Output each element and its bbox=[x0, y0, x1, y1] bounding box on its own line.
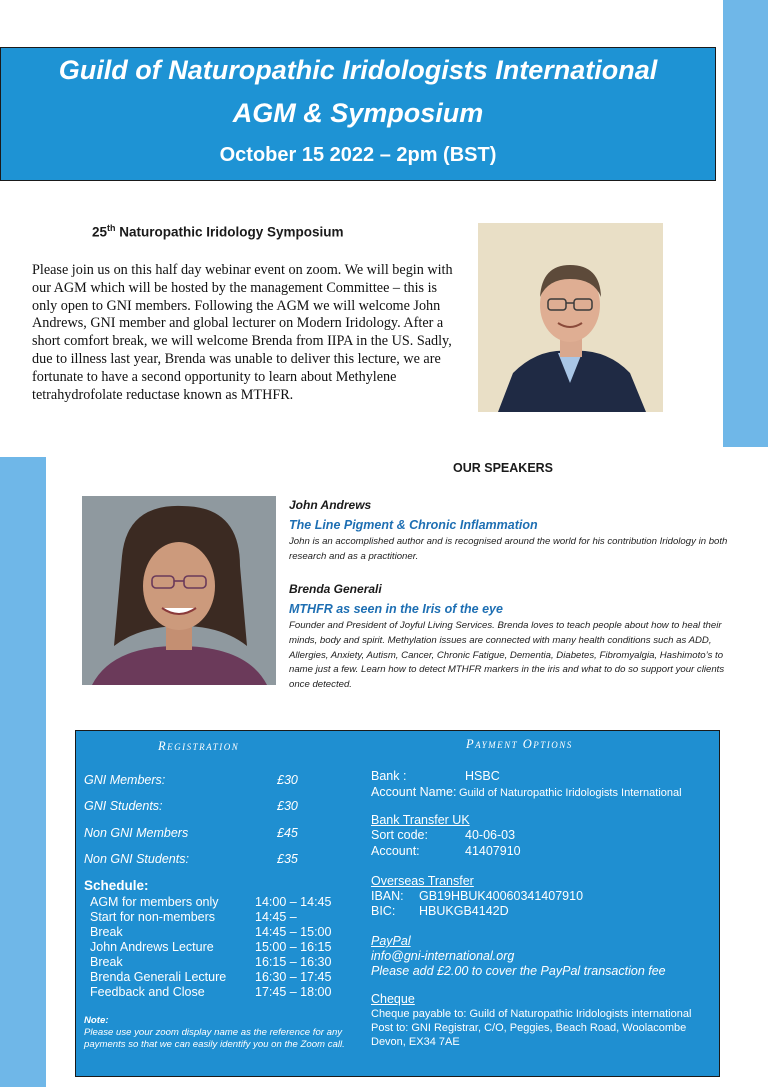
schedule-label: AGM for members only bbox=[90, 895, 219, 909]
registration-payment-box bbox=[75, 730, 720, 1077]
schedule-label: Feedback and Close bbox=[90, 985, 205, 999]
paypal-fee-note: Please add £2.00 to cover the PayPal transaction fee bbox=[371, 964, 666, 978]
note-text: Please use your zoom display name as the reference for any payments so that we can easily identify you on the Zoom call. bbox=[84, 1027, 345, 1050]
schedule-row bbox=[90, 985, 332, 999]
bic-row bbox=[371, 904, 509, 918]
registration-heading: Registration bbox=[158, 739, 240, 753]
account-number-label: Account: bbox=[371, 844, 420, 858]
bank-row bbox=[371, 769, 500, 783]
schedule-label: Brenda Generali Lecture bbox=[90, 970, 227, 984]
speaker-john-andrews bbox=[289, 498, 729, 565]
registration-row bbox=[84, 852, 298, 866]
schedule-row bbox=[90, 910, 297, 924]
registration-price: £30 bbox=[277, 799, 298, 813]
schedule-label: Start for non-members bbox=[90, 910, 216, 924]
speaker-talk-title: The Line Pigment & Chronic Inflammation bbox=[289, 518, 538, 532]
bic-label: BIC: bbox=[371, 904, 396, 918]
registration-label: Non GNI Students: bbox=[84, 852, 189, 866]
schedule-time: 16:30 – 17:45 bbox=[255, 970, 332, 984]
iban-value: GB19HBUK40060341407910 bbox=[419, 889, 584, 903]
bic-value: HBUKGB4142D bbox=[419, 904, 509, 918]
speakers-heading: OUR SPEAKERS bbox=[453, 461, 554, 475]
payment-note bbox=[84, 1015, 366, 1051]
iban-label: IBAN: bbox=[371, 889, 404, 903]
speaker-name: Brenda Generali bbox=[289, 582, 382, 596]
registration-price: £45 bbox=[277, 826, 298, 840]
registration-row bbox=[84, 826, 298, 840]
speaker-talk-title: MTHFR as seen in the Iris of the eye bbox=[289, 602, 503, 616]
decorative-side-bar-right bbox=[723, 0, 768, 447]
cheque-address-line2: Devon, EX34 7AE bbox=[371, 1036, 460, 1048]
schedule-row bbox=[90, 925, 332, 939]
schedule-time: 14:00 – 14:45 bbox=[255, 895, 332, 909]
paypal-heading: PayPal bbox=[371, 934, 411, 948]
schedule-label: John Andrews Lecture bbox=[90, 940, 214, 954]
schedule-heading: Schedule: bbox=[84, 878, 149, 893]
schedule-time: 16:15 – 16:30 bbox=[255, 955, 332, 969]
speaker-bio: Founder and President of Joyful Living Services. Brenda loves to teach people about how to heal their minds, body and spirit. Methylation issues are connected with many health conditions such as ADD, Allergies, Anxiety, Autism, Cancer, Chronic Fatigue, Dementia, Diabetes, Fibromyalgia, Hashimoto’s to name just a few. Learn how to detect MTHFR markers in the iris and what to do so support your clients once detected. bbox=[289, 620, 725, 691]
schedule-row bbox=[90, 895, 332, 909]
registration-label: Non GNI Members bbox=[84, 826, 189, 840]
intro-paragraph: Please join us on this half day webinar event on zoom. We will begin with our AGM which will be hosted by the management Committee – this is only open to GNI members. Following the AGM we will welcome John Andrews, GNI member and global lecturer on Modern Iridology. After a short comfort break, we will welcome Brenda from IIPA in the US. Sadly, due to illness last year, Brenda was unable to deliver this lecture, we are fortunate to have a second opportunity to learn about Methylene tetrahydrofolate reductase known as MTHFR. bbox=[32, 262, 453, 403]
cheque-payee: Cheque payable to: Guild of Naturopathic Iridologists international bbox=[371, 1008, 692, 1020]
registration-price: £35 bbox=[277, 852, 298, 866]
header-banner bbox=[0, 47, 716, 181]
speaker-bio: John is an accomplished author and is recognised around the world for his contribution Iridology in both research and as a practitioner. bbox=[289, 536, 728, 562]
banner-title: Guild of Naturopathic Iridologists International bbox=[58, 55, 658, 85]
sort-code-row bbox=[371, 828, 516, 842]
schedule-time: 14:45 – 15:00 bbox=[255, 925, 332, 939]
account-name-value: Guild of Naturopathic Iridologists International bbox=[459, 787, 682, 799]
schedule-row bbox=[90, 970, 332, 984]
account-number-value: 41407910 bbox=[465, 844, 521, 858]
registration-label: GNI Students: bbox=[84, 799, 163, 813]
bank-value: HSBC bbox=[465, 769, 500, 783]
registration-price: £30 bbox=[277, 773, 298, 787]
account-name-label: Account Name: bbox=[371, 785, 457, 799]
banner-date: October 15 2022 – 2pm (BST) bbox=[219, 144, 497, 166]
uk-transfer-heading: Bank Transfer UK bbox=[371, 813, 470, 827]
account-name-row bbox=[371, 785, 682, 799]
registration-row bbox=[84, 799, 298, 813]
speaker-brenda-generali bbox=[289, 582, 729, 693]
symposium-heading-text: Naturopathic Iridology Symposium bbox=[115, 224, 344, 240]
schedule-time: 17:45 – 18:00 bbox=[255, 985, 332, 999]
schedule-label: Break bbox=[90, 955, 123, 969]
registration-row bbox=[84, 773, 298, 787]
symposium-number: 25 bbox=[92, 224, 108, 240]
bank-label: Bank : bbox=[371, 769, 407, 783]
registration-label: GNI Members: bbox=[84, 773, 166, 787]
schedule-row bbox=[90, 955, 332, 969]
payment-heading: Payment Options bbox=[466, 737, 573, 751]
john-andrews-photo bbox=[478, 223, 663, 412]
speaker-name: John Andrews bbox=[289, 498, 372, 512]
schedule-time: 14:45 – bbox=[255, 910, 297, 924]
brenda-generali-photo bbox=[82, 496, 276, 685]
schedule-label: Break bbox=[90, 925, 123, 939]
note-heading: Note: bbox=[84, 1015, 109, 1026]
sort-code-value: 40-06-03 bbox=[465, 828, 516, 842]
schedule-row bbox=[90, 940, 332, 954]
overseas-transfer-heading: Overseas Transfer bbox=[371, 874, 474, 888]
decorative-side-bar-left bbox=[0, 457, 46, 1087]
banner-subtitle: AGM & Symposium bbox=[232, 98, 484, 128]
cheque-address-line1: Post to: GNI Registrar, C/O, Peggies, Beach Road, Woolacombe bbox=[371, 1022, 687, 1034]
sort-code-label: Sort code: bbox=[371, 828, 428, 842]
cheque-heading: Cheque bbox=[371, 992, 415, 1006]
schedule-time: 15:00 – 16:15 bbox=[255, 940, 332, 954]
symposium-ordinal: th bbox=[107, 223, 116, 233]
symposium-heading bbox=[92, 223, 344, 240]
iban-row bbox=[371, 889, 584, 903]
account-number-row bbox=[371, 844, 521, 858]
paypal-email-link[interactable]: info@gni-international.org bbox=[371, 949, 515, 963]
